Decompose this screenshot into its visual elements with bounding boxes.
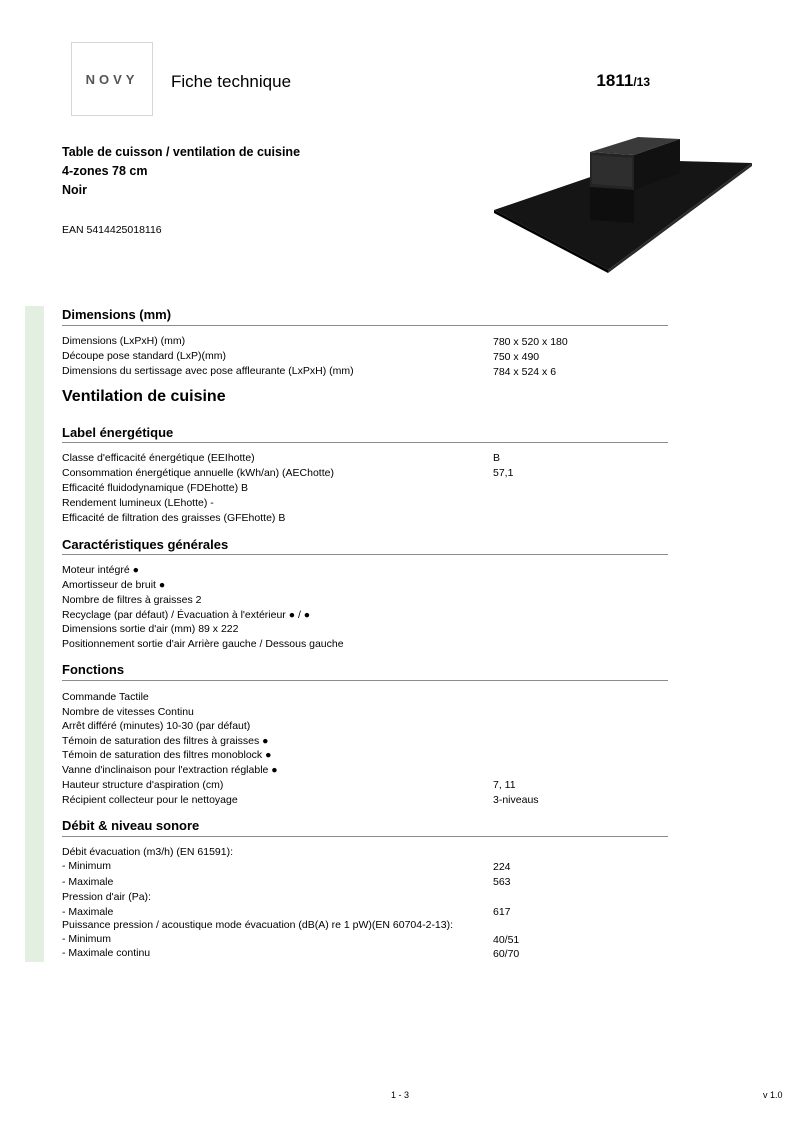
page-number: 1 - 3 <box>391 1090 410 1100</box>
product-image <box>490 135 760 275</box>
section-title-functions: Fonctions <box>62 662 125 677</box>
spec-label: Nombre de vitesses Continu <box>62 706 194 718</box>
spec-label: Découpe pose standard (LxP)(mm) <box>62 350 226 362</box>
spec-value: 40/51 <box>493 934 520 946</box>
ventilation-heading: Ventilation de cuisine <box>62 388 226 405</box>
spec-label: - Maximale <box>62 876 114 888</box>
spec-value: 617 <box>493 906 511 918</box>
spec-label: Amortisseur de bruit ● <box>62 579 166 591</box>
spec-label: Positionnement sortie d'air Arrière gauche / Dessous gauche <box>62 638 344 650</box>
spec-label: Consommation énergétique annuelle (kWh/an) (AEChotte) <box>62 467 334 479</box>
product-type: Table de cuisson / ventilation de cuisine <box>62 145 301 159</box>
section-title-airflow: Débit & niveau sonore <box>62 818 200 833</box>
spec-label: Nombre de filtres à graisses 2 <box>62 594 202 606</box>
spec-label: Récipient collecteur pour le nettoyage <box>62 794 238 806</box>
spec-value: 563 <box>493 876 511 888</box>
product-color: Noir <box>62 183 87 197</box>
spec-value: 3-niveaus <box>493 794 539 806</box>
section-title-dimensions: Dimensions (mm) <box>62 307 172 322</box>
section-divider <box>62 680 668 681</box>
spec-label: Dimensions du sertissage avec pose affleurante (LxPxH) (mm) <box>62 365 354 377</box>
spec-value: 780 x 520 x 180 <box>493 336 568 348</box>
spec-label: - Maximale <box>62 906 114 918</box>
spec-label: Moteur intégré ● <box>62 564 139 576</box>
side-accent-bar <box>25 306 44 962</box>
spec-label: Efficacité de filtration des graisses (GFEhotte) B <box>62 512 286 524</box>
section-divider <box>62 325 668 326</box>
spec-value: 784 x 524 x 6 <box>493 366 557 378</box>
spec-label: Hauteur structure d'aspiration (cm) <box>62 779 224 791</box>
section-divider <box>62 442 668 443</box>
spec-label: Dimensions (LxPxH) (mm) <box>62 335 186 347</box>
section-title-general: Caractéristiques générales <box>62 537 229 552</box>
spec-value: 224 <box>493 861 511 873</box>
spec-label: Témoin de saturation des filtres monoblock ● <box>62 749 272 761</box>
version-label: v 1.0 <box>763 1090 783 1100</box>
logo-text: NOVY <box>85 71 139 87</box>
spec-value: B <box>493 452 501 464</box>
document-number-suffix: /13 <box>633 75 650 89</box>
spec-label: Recyclage (par défaut) / Évacuation à l'extérieur ● / ● <box>62 609 311 621</box>
spec-label: Efficacité fluidodynamique (FDEhotte) B <box>62 482 248 494</box>
spec-label: Témoin de saturation des filtres à graisses ● <box>62 735 269 747</box>
spec-label: - Maximale continu <box>62 947 151 959</box>
spec-label: Rendement lumineux (LEhotte) - <box>62 497 214 509</box>
spec-label: Commande Tactile <box>62 691 149 703</box>
hood-grille <box>592 155 632 187</box>
spec-label: - Minimum <box>62 860 111 872</box>
spec-label: Dimensions sortie d'air (mm) 89 x 222 <box>62 623 239 635</box>
spec-value: 7, 11 <box>493 779 516 791</box>
document-number <box>596 71 650 91</box>
spec-value: 57,1 <box>493 467 514 479</box>
spec-label: Classe d'efficacité énergétique (EEIhotte) <box>62 452 255 464</box>
product-size: 4-zones 78 cm <box>62 164 148 178</box>
spec-label: Vanne d'inclinaison pour l'extraction réglable ● <box>62 764 278 776</box>
spec-value: 750 x 490 <box>493 351 540 363</box>
document-title: Fiche technique <box>171 72 292 91</box>
hood-reflection <box>590 187 634 223</box>
spec-label: Arrêt différé (minutes) 10-30 (par défaut) <box>62 720 251 732</box>
brand-logo <box>71 42 153 116</box>
section-divider <box>62 836 668 837</box>
spec-label: - Minimum <box>62 933 111 945</box>
document-number-main: 1811 <box>596 71 634 90</box>
spec-value: 60/70 <box>493 948 520 960</box>
ean-code: EAN 5414425018116 <box>62 224 162 236</box>
spec-label: Pression d'air (Pa): <box>62 891 151 903</box>
section-title-energy-label: Label énergétique <box>62 425 174 440</box>
section-divider <box>62 554 668 555</box>
spec-label: Puissance pression / acoustique mode évacuation (dB(A) re 1 pW)(EN 60704-2-13): <box>62 919 454 931</box>
spec-label: Débit évacuation (m3/h) (EN 61591): <box>62 846 233 858</box>
